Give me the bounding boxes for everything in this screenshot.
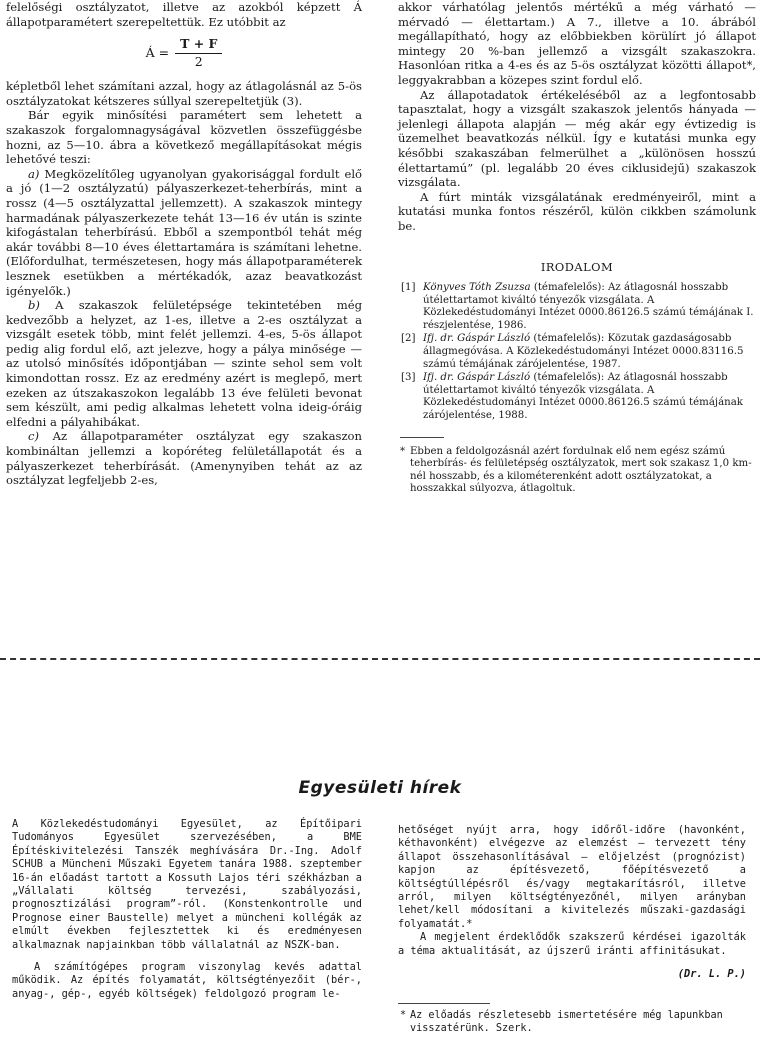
- news-footnote-rule: [398, 1003, 490, 1004]
- reference-number: [1]: [401, 282, 416, 294]
- formula-fraction: [175, 37, 222, 69]
- footnote-star: *: [400, 445, 406, 457]
- news-paragraph-1: A Közlekedéstudományi Egyesület, az Építőipari Tudományos Egyesület szervezésében, a BME Építéskivitelezési Tanszék meghívására Dr.-Ing. Adolf SCHUB a Müncheni Műszaki Egyetem tanára 1988. szeptember 16-án előadást tartott a Kossuth Lajos téri székházban a „Vállalati költség tervezési, szabályozási, prognosztizálási program”-ról. (Konstenkontrolle und Prognose einer Baustelle) melyet a müncheni kollégák az elmúlt években fejlesztettek ki és eredményesen alkalmaznak napjainkban több vállalatnál az NSZK-ban.: [12, 818, 362, 951]
- paragraph-continuation: akkor várhatólag jelentős mértékű a még várható — mérvadó — élettartam.) A 7., illetve a 10. ábrából megállapítható, hogy az előbbiekben körülírt jó állapot mintegy 20 %-ban jellemző a vizsgált szakaszokra. Hasonlóan ritka a 4-es és az 5-ös osztályzat közötti állapot*, leggyakrabban a közepes szint fordul elő.: [398, 0, 756, 87]
- text-b: A szakaszok felületépsége tekintetében még kedvezőbb a helyzet, az 1-es, illetve a 2-es osztályzat a vizsgált esetek több, mint felét jellemzi. 4-es, 5-ös állapot pedig alig fordul elő, azt jelezve, hogy a pálya minősége — az utolsó minősítés időpontjában — szinte sehol sem volt kimondottan rossz. Ez az eredmény azért is meglepő, mert ezeken az útszakaszokon legalább 13 éve felületi bevonat sem készült, ami pedig alkalmas lehetett volna ideig-óráig elfedni a pályahibákat.: [6, 298, 362, 429]
- news-paragraph-2: A számítógépes program viszonylag kevés adattal működik. Az építés folyamatát, költségtényezőit (bér-, anyag-, gép-, egyéb költségek) feldolgozó program le-: [12, 961, 362, 1000]
- paragraph-intro: felelőségi osztályzatot, illetve az azokból képzett Á állapotparamétert szerepeltettük. Ez utóbbit az: [6, 0, 362, 29]
- reference-text: (témafelelős): Közutak gazdaságosabb állagmegóvása. A Közlekedéstudományi Intézet 0000.83116.5 számú témájának zárójelentése, 1987.: [423, 333, 744, 370]
- paragraph-b: [6, 298, 362, 429]
- article-left-column: [6, 0, 362, 488]
- reference-number: [3]: [401, 372, 416, 384]
- text-c: Az állapotparaméter osztályzat egy szakaszon kombináltan jellemzi a kopóréteg felületállapotát és a pályaszerkezet teherbírását. (Amenynyiben tehát az az osztályzat legfeljebb 2-es,: [6, 429, 362, 488]
- formula-numerator: T + F: [175, 37, 222, 54]
- paragraph-core-samples: A fúrt minták vizsgálatának eredményeiről, mint a kutatási munka fontos részéről, külön cikkben számolunk be.: [398, 189, 756, 233]
- news-paragraph-3: hetőséget nyújt arra, hogy időről-időre (havonként, kéthavonként) elvégezve az elemzést — tervezett tény állapot összehasonlításával — előjelzést (prognózist) kapjon az építésvezető, főépítésvezető a költségtúllépésről és/vagy megtakarításról, illetve arról, milyen költségtényezőnél, milyen arányban lehet/kell módosítani a kivitelezés műszaki-gazdasági folyamatát.*: [398, 824, 746, 930]
- paragraph-formula-explanation: képletből lehet számítani azzal, hogy az átlagolásnál az 5-ös osztályzatokat kétszeres súllyal szerepeltetjük (3).: [6, 79, 362, 108]
- footnote: [398, 446, 756, 496]
- formula-denominator: 2: [194, 53, 203, 69]
- reference-text: (témafelelős): Az átlagosnál hosszabb útélettartamot kiváltó tényezők vizsgálata. A Közlekedéstudományi Intézet 0000.86126.5 számú témájának zárójelentése, 1988.: [423, 372, 743, 422]
- label-a: a): [28, 166, 40, 181]
- reference-item: [398, 282, 756, 332]
- reference-author: Könyves Tóth Zsuzsa: [423, 282, 531, 294]
- reference-number: [2]: [401, 333, 416, 345]
- news-footnote-star: *: [400, 1010, 407, 1022]
- news-footnote: [398, 1010, 746, 1035]
- news-signature: (Dr. L. P.): [677, 968, 746, 981]
- news-section-title: Egyesületi hírek: [298, 778, 462, 798]
- news-footnote-text: Az előadás részletesebb ismertetésére még lapunkban visszatérünk. Szerk.: [410, 1010, 723, 1035]
- formula-lhs: Á =: [145, 44, 170, 60]
- paragraph-conclusion: Az állapotadatok értékeléséből az a legfontosabb tapasztalat, hogy a vizsgált szakaszok jelentős hányada — jelenlegi állapota alapján — még akár egy évtizedig is üzemelhet beavatkozás nélkül. Így e kutatási munka egy későbbi szakaszában felmerülhet a „különösen hosszú élettartamú” (pl. legalább 20 éves ciklusidejű) szakaszok vizsgálata.: [398, 87, 756, 190]
- formula: [6, 31, 362, 75]
- text-a: Megközelítőleg ugyanolyan gyakorisággal fordult elő a jó (1—2 osztályzatú) pályaszerkezet-teherbírás, mint a rossz (4—5 osztályzattal jellemzett). A szakaszok mintegy harmadának pályaszerkezete tehát 13—16 év után is szinte kifogástalan teherbírású. Ebből a szempontból tehát még akár további 8—10 éves élettartamára is számítani lehetne. (Előfordulhat, természetesen, hogy más állapotparaméterek lesznek esetükben a mértékadók, azaz beavatkozást igényelők.): [6, 166, 363, 298]
- reference-author: Ifj. dr. Gáspár László: [423, 372, 531, 384]
- reference-item: [398, 333, 756, 371]
- label-c: c): [28, 429, 40, 444]
- paragraph-c: [6, 429, 362, 487]
- footnote-text: Ebben a feldolgozásnál azért fordulnak elő nem egész számú teherbírás- és felületépség osztályzatok, mert sok szakasz 1,0 km-nél hosszabb, és a kilométerenként adott osztályzatokat, a hosszakkal súlyozva, átlagoltuk.: [410, 445, 752, 495]
- paragraph-findings-intro: Bár egyik minősítési paramétert sem lehetett a szakaszok forgalomnagyságával közvetlen összefüggésbe hozni, az 5—10. ábra a következő megállapításokat mégis lehetővé teszi:: [6, 108, 362, 167]
- news-paragraph-4: A megjelent érdeklődők szakszerű kérdései igazolták a téma aktualitását, az újszerű iránti affinitásukat.: [398, 931, 746, 957]
- reference-text: (témafelelős): Az átlagosnál hosszabb útélettartamot kiváltó tényezők vizsgálata. A Közlekedéstudományi Intézet 0000.86126.5 számú témájának I. részjelentése, 1986.: [423, 282, 754, 331]
- article-right-column: [398, 0, 756, 496]
- label-b: b): [28, 298, 40, 313]
- news-right-column: [398, 824, 746, 1036]
- footnote-rule: [400, 437, 444, 438]
- references-heading: IRODALOM: [540, 259, 614, 274]
- reference-item: [398, 372, 756, 422]
- paragraph-a: [6, 167, 362, 298]
- news-left-column: [12, 818, 362, 1001]
- reference-author: Ifj. dr. Gáspár László: [423, 333, 531, 345]
- section-divider: [0, 658, 760, 660]
